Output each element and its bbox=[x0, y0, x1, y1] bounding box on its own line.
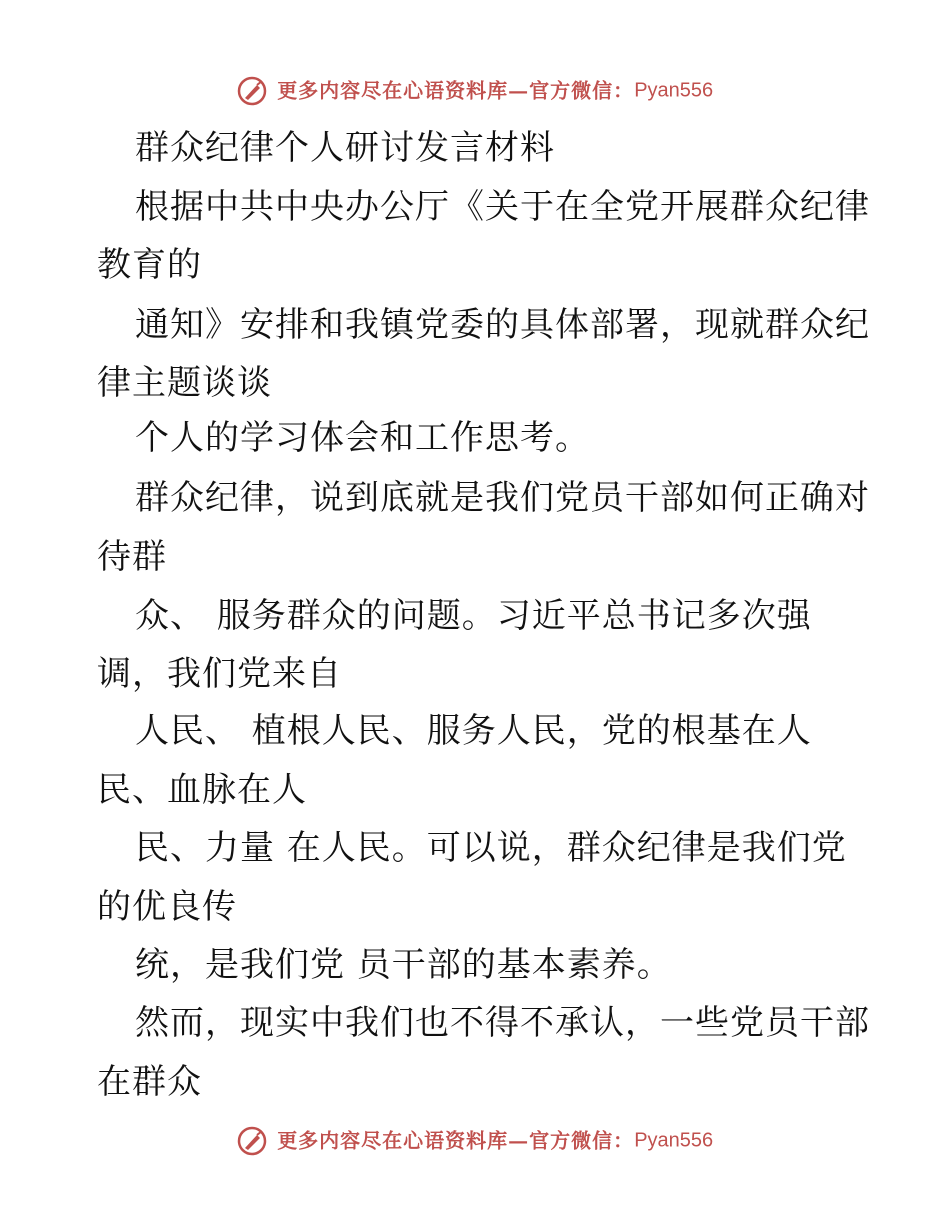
header-watermark bbox=[0, 74, 950, 106]
paragraph-line: 众、 服务群众的问题。习近平总书记多次强 bbox=[135, 596, 812, 636]
paragraph-line: 在群众 bbox=[97, 1062, 202, 1102]
watermark-text: 更多内容尽在心语资料库—官方微信： bbox=[277, 78, 635, 103]
paragraph-line: 律主题谈谈 bbox=[97, 363, 272, 403]
paragraph-line: 根据中共中央办公厅《关于在全党开展群众纪律 bbox=[135, 187, 870, 227]
watermark-wechat-id: Pyan556 bbox=[634, 1129, 714, 1152]
quill-logo-icon bbox=[237, 1126, 267, 1156]
paragraph-line: 通知》安排和我镇党委的具体部署，现就群众纪 bbox=[135, 305, 870, 345]
watermark-wechat-id: Pyan556 bbox=[634, 79, 714, 102]
footer-watermark bbox=[0, 1124, 950, 1156]
document-title: 群众纪律个人研讨发言材料 bbox=[135, 128, 555, 168]
paragraph-line: 群众纪律，说到底就是我们党员干部如何正确对 bbox=[135, 478, 870, 518]
watermark-text: 更多内容尽在心语资料库—官方微信： bbox=[277, 1128, 635, 1153]
paragraph-line: 的优良传 bbox=[97, 887, 237, 927]
paragraph-line: 待群 bbox=[97, 537, 167, 577]
quill-logo-icon bbox=[237, 76, 267, 106]
paragraph-line: 调，我们党来自 bbox=[97, 654, 342, 694]
paragraph-line: 人民、 植根人民、服务人民，党的根基在人 bbox=[135, 711, 812, 751]
paragraph-line: 统，是我们党 员干部的基本素养。 bbox=[135, 945, 672, 985]
paragraph-line: 个人的学习体会和工作思考。 bbox=[135, 418, 590, 458]
paragraph-line: 民、力量 在人民。可以说，群众纪律是我们党 bbox=[135, 828, 847, 868]
paragraph-line: 然而，现实中我们也不得不承认，一些党员干部 bbox=[135, 1003, 870, 1043]
paragraph-line: 教育的 bbox=[97, 245, 202, 285]
paragraph-line: 民、血脉在人 bbox=[97, 770, 307, 810]
